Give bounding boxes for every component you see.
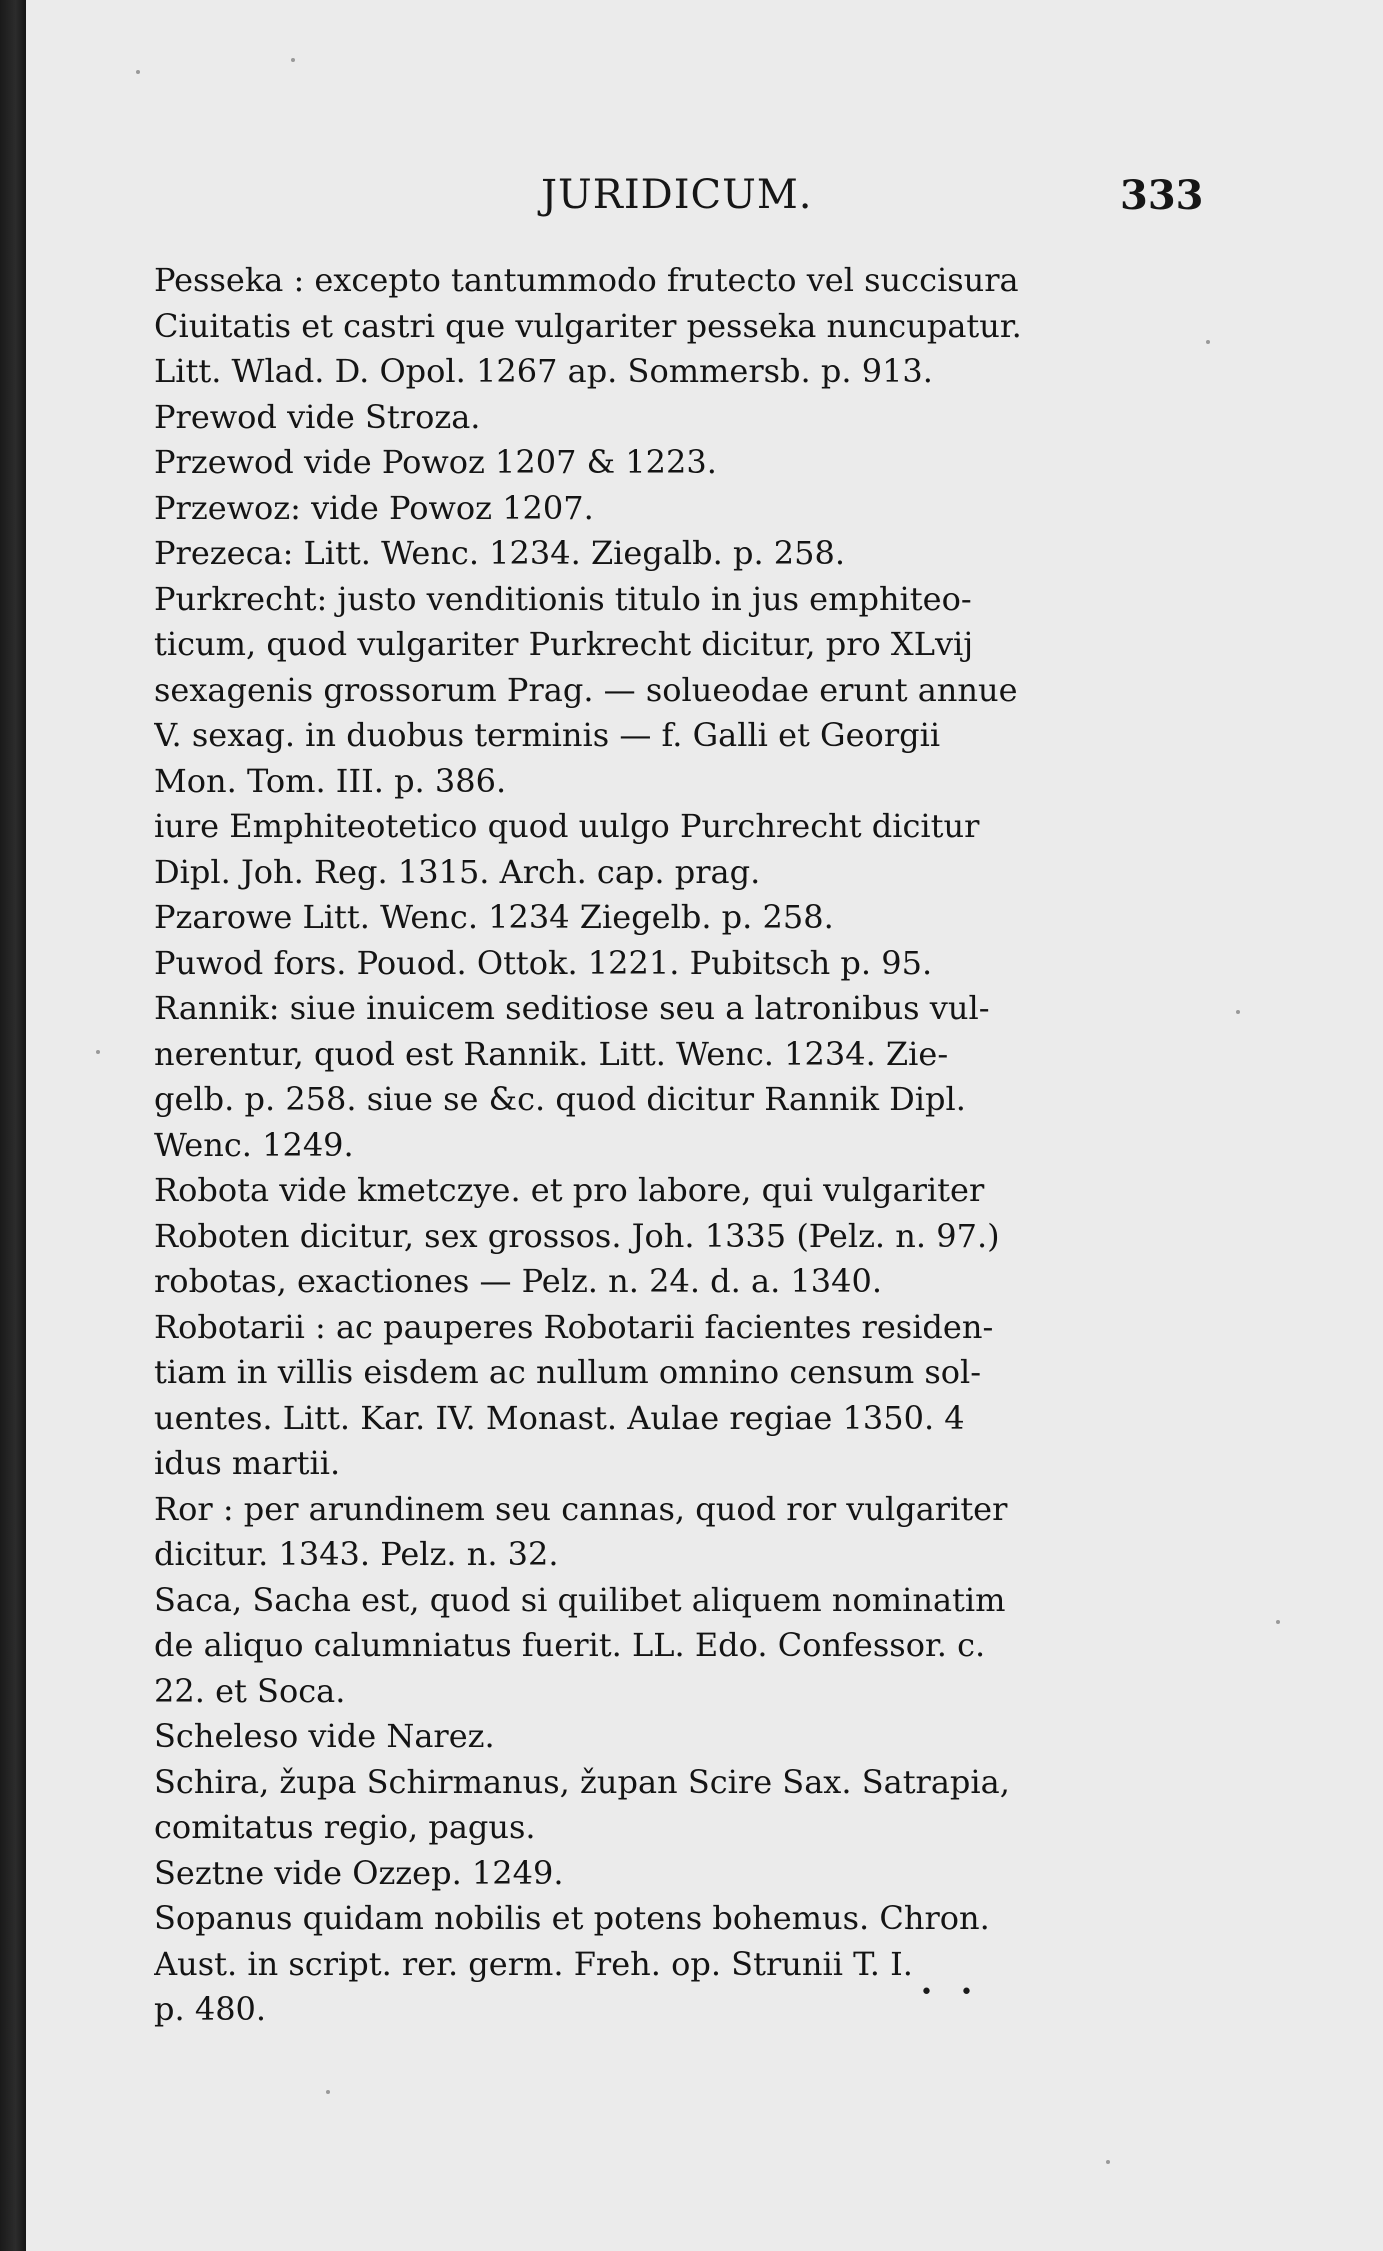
- text-line: V. sexag. in duobus terminis — f. Galli et Georgii: [154, 716, 941, 754]
- text-line: dicitur. 1343. Pelz. n. 32.: [154, 1535, 559, 1573]
- text-line: de aliquo calumniatus fuerit. LL. Edo. Confessor. c.: [154, 1626, 986, 1664]
- text-line: Dipl. Joh. Reg. 1315. Arch. cap. prag.: [154, 852, 761, 891]
- text-line: Ciuitatis et castri que vulgariter pesseka nuncupatur.: [154, 306, 1022, 345]
- text-line: Przewoz: vide Powoz 1207.: [154, 488, 594, 527]
- text-line: Puwod fors. Pouod. Ottok. 1221. Pubitsch p. 95.: [154, 943, 933, 982]
- text-line: Robotarii : ac pauperes Robotarii facientes residen-: [154, 1307, 994, 1346]
- text-line: nerentur, quod est Rannik. Litt. Wenc. 1234. Zie-: [154, 1034, 949, 1073]
- text-line: Saca, Sacha est, quod si quilibet aliquem nominatim: [154, 1580, 1006, 1619]
- scan-speck: [1236, 1010, 1240, 1014]
- book-page: [26, 0, 1383, 2251]
- text-line: Scheleso vide Narez.: [154, 1717, 495, 1755]
- scan-speck: [1106, 2160, 1110, 2164]
- text-line: Aust. in script. rer. germ. Freh. op. Strunii T. I.: [154, 1944, 913, 1983]
- text-line: Roboten dicitur, sex grossos. Joh. 1335 (Pelz. n. 97.): [154, 1216, 1000, 1255]
- text-line: idus martii.: [154, 1444, 341, 1482]
- signature-mark: • •: [920, 1980, 983, 2005]
- page-number: 333: [1120, 172, 1204, 219]
- scan-margin-edge: [0, 0, 26, 2251]
- text-line: Seztne vide Ozzep. 1249.: [154, 1853, 564, 1892]
- text-line: iure Emphiteotetico quod uulgo Purchrecht dicitur: [154, 807, 980, 845]
- text-line: Purkrecht: justo venditionis titulo in jus emphiteo-: [154, 579, 972, 618]
- text-line: Przewod vide Powoz 1207 & 1223.: [154, 443, 717, 481]
- text-line: Prezeca: Litt. Wenc. 1234. Ziegalb. p. 258.: [154, 534, 846, 572]
- glossary-entries: [154, 258, 1204, 2033]
- text-line: Ror : per arundinem seu cannas, quod ror vulgariter: [154, 1489, 1008, 1528]
- text-line: 22. et Soca.: [154, 1671, 346, 1710]
- text-line: Prewod vide Stroza.: [154, 397, 481, 436]
- text-line: Wenc. 1249.: [154, 1125, 354, 1164]
- running-title: JURIDICUM.: [541, 172, 813, 218]
- text-line: Pzarowe Litt. Wenc. 1234 Ziegelb. p. 258.: [154, 898, 834, 936]
- text-line: uentes. Litt. Kar. IV. Monast. Aulae regiae 1350. 4: [154, 1398, 965, 1437]
- text-line: ticum, quod vulgariter Purkrecht dicitur, pro XLvij: [154, 625, 974, 663]
- text-line: tiam in villis eisdem ac nullum omnino censum sol-: [154, 1353, 982, 1391]
- text-line: Rannik: siue inuicem seditiose seu a latronibus vul-: [154, 989, 990, 1027]
- text-line: Robota vide kmetczye. et pro labore, qui vulgariter: [154, 1171, 985, 1209]
- text-line: Schira, župa Schirmanus, župan Scire Sax. Satrapia,: [154, 1762, 1010, 1801]
- text-line: comitatus regio, pagus.: [154, 1808, 536, 1846]
- text-line: Litt. Wlad. D. Opol. 1267 ap. Sommersb. p. 913.: [154, 352, 933, 390]
- text-line: robotas, exactiones — Pelz. n. 24. d. a. 1340.: [154, 1262, 883, 1300]
- scan-speck: [1276, 1620, 1280, 1624]
- text-line: p. 480.: [154, 1990, 267, 2028]
- scan-speck: [96, 1050, 100, 1054]
- scan-speck: [326, 2090, 330, 2094]
- text-line: sexagenis grossorum Prag. — solueodae erunt annue: [154, 670, 1018, 709]
- text-line: Pesseka : excepto tantummodo frutecto vel succisura: [154, 261, 1019, 299]
- text-line: Sopanus quidam nobilis et potens bohemus. Chron.: [154, 1899, 990, 1937]
- page-header: [26, 170, 1383, 230]
- scan-speck: [1206, 340, 1210, 344]
- text-line: Mon. Tom. III. p. 386.: [154, 761, 507, 800]
- scan-speck: [291, 58, 295, 62]
- scan-speck: [136, 70, 140, 74]
- text-line: gelb. p. 258. siue se &c. quod dicitur Rannik Dipl.: [154, 1080, 966, 1118]
